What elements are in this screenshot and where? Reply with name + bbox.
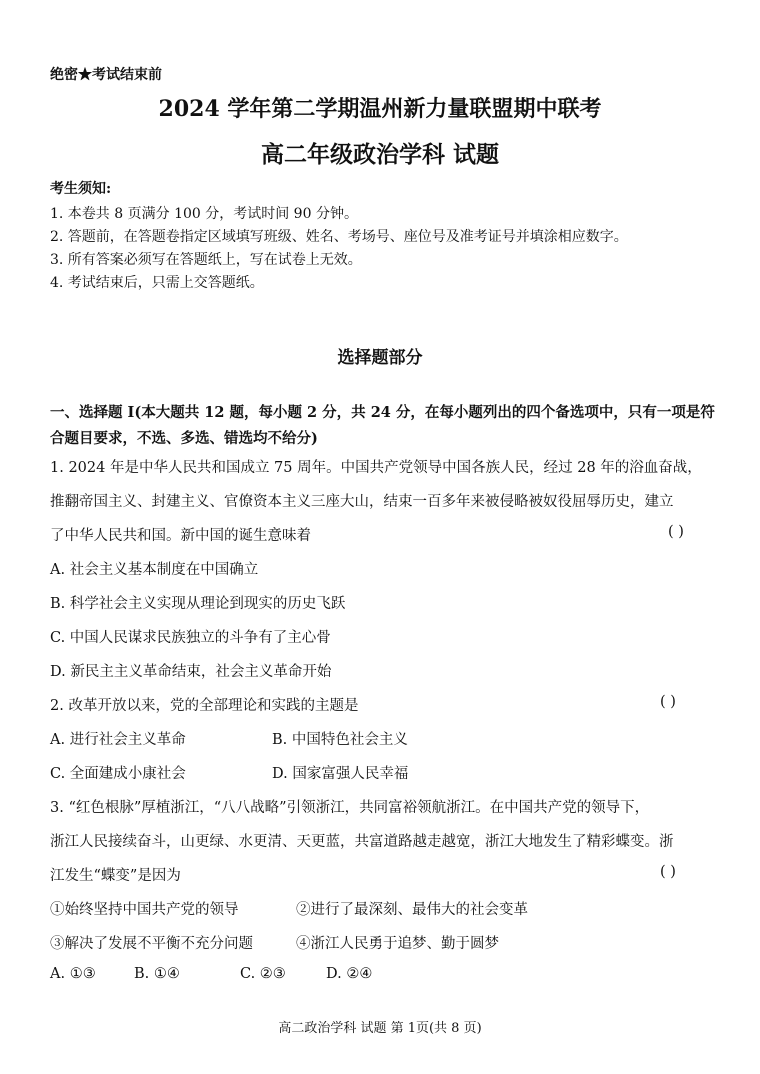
exam-subtitle: 高二年级政治学科 试题	[260, 141, 499, 168]
notice-item: 3. 所有答案必须写在答题纸上，写在试卷上无效。	[50, 252, 362, 268]
question-3-stem: 3. “红色根脉”厚植浙江，“八八战略”引领浙江，共同富裕领航浙江。在中国共产党的领导下，	[50, 800, 650, 816]
notice-heading: 考生须知:	[50, 181, 112, 197]
question-3-statement-4: ④浙江人民勇于追梦、勤于圆梦	[296, 936, 499, 952]
page-footer: 高二政治学科 试题 第 1页(共 8 页)	[278, 1021, 482, 1036]
question-1-stem: 了中华人民共和国。新中国的诞生意味着	[50, 528, 311, 544]
notice-item: 1. 本卷共 8 页满分 100 分，考试时间 90 分钟。	[50, 206, 358, 222]
section-title: 选择题部分	[337, 348, 423, 368]
exam-title: 2024 学年第二学期温州新力量联盟期中联考	[158, 96, 602, 122]
question-3-statement-1: ①始终坚持中国共产党的领导	[50, 902, 239, 918]
question-3-option-d: D. ②④	[326, 966, 373, 982]
question-3-statement-3: ③解决了发展不平衡不充分问题	[50, 936, 253, 952]
question-3-option-a: A. ①③	[50, 966, 96, 982]
question-3-option-b: B. ①④	[134, 966, 180, 982]
answer-bracket: ( )	[660, 694, 676, 710]
question-2-option-d: D. 国家富强人民幸福	[272, 766, 409, 782]
question-1-stem: 1. 2024 年是中华人民共和国成立 75 周年。中国共产党领导中国各族人民，经过 28 年的浴血奋战，	[50, 460, 702, 476]
question-3-stem: 江发生“蝶变”是因为	[50, 868, 181, 884]
question-1-option-c: C. 中国人民谋求民族独立的斗争有了主心骨	[50, 630, 331, 646]
notice-item: 4. 考试结束后，只需上交答题纸。	[50, 275, 264, 291]
question-2-stem: 2. 改革开放以来，党的全部理论和实践的主题是	[50, 698, 359, 714]
answer-bracket: ( )	[668, 524, 684, 540]
question-3-option-c: C. ②③	[240, 966, 286, 982]
question-3-statement-2: ②进行了最深刻、最伟大的社会变革	[296, 902, 528, 918]
notice-item: 2. 答题前，在答题卷指定区域填写班级、姓名、考场号、座位号及准考证号并填涂相应数字。	[50, 229, 628, 245]
secret-mark: 绝密★考试结束前	[50, 67, 162, 83]
question-2-option-a: A. 进行社会主义革命	[50, 732, 186, 748]
question-2-option-c: C. 全面建成小康社会	[50, 766, 186, 782]
question-2-option-b: B. 中国特色社会主义	[272, 732, 408, 748]
question-1-option-d: D. 新民主主义革命结束，社会主义革命开始	[50, 664, 332, 680]
question-1-option-b: B. 科学社会主义实现从理论到现实的历史飞跃	[50, 596, 346, 612]
part-heading: 一、选择题 I(本大题共 12 题，每小题 2 分，共 24 分，在每小题列出的四个备选项中，只有一项是符合题目要求，不选、多选、错选均不给分)	[50, 404, 715, 447]
answer-bracket: ( )	[660, 864, 676, 880]
question-3-stem: 浙江人民接续奋斗，山更绿、水更清、天更蓝，共富道路越走越宽，浙江大地发生了精彩蝶变。浙	[50, 834, 674, 850]
question-1-option-a: A. 社会主义基本制度在中国确立	[50, 562, 259, 578]
question-1-stem: 推翻帝国主义、封建主义、官僚资本主义三座大山，结束一百多年来被侵略被奴役屈辱历史，建立	[50, 494, 674, 510]
